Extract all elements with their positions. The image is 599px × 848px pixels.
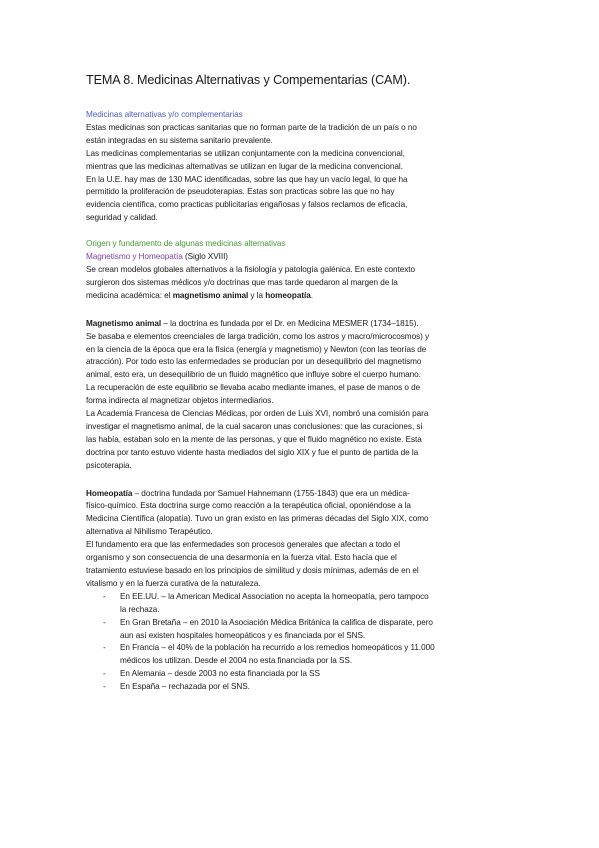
paragraph-line: alternativa al Nihilismo Terapéutico. [86,527,213,537]
dash-marker: - [103,617,106,627]
paragraph-line: permitido la proliferación de pseudoterapias. Estas son practicas sobre las que no hay [86,187,395,197]
paragraph-line: La recuperación de este equilibrio se llevaba acabo mediante imanes, el pase de manos o de [86,383,421,393]
section-heading-origin: Origen y fundamento de algunas medicinas alternativas [86,239,286,249]
section-heading-cam: Medicinas alternativas y/o complementarias [86,110,243,119]
paragraph-line: Medicina Científica (alopatía). Tuvo un gran existo en las primeras décadas del Siglo XIX, como [86,514,429,524]
paragraph-line: La Academia Francesa de Ciencias Médicas, por orden de Luis XVI, nombró una comisión para [86,409,429,419]
list-item [86,591,518,617]
paragraph-line: psicoterapia. [86,460,132,470]
text-run: . [310,290,313,300]
dash-marker: - [103,643,106,653]
subheading-magnetism-homeopathy [86,251,518,264]
dash-marker: - [103,591,106,601]
bold-term: homeopatía [265,290,311,300]
paragraph-line: atracción). Por todo esto las enfermedades se producían por un desequilibrio del magnetismo [86,357,422,367]
text-run: – la doctrina es fundada por el Dr. en Medicina MESMER (1734–1815). [161,318,419,328]
section-magnetism [86,318,518,473]
bold-term: magnetismo animal [172,290,249,300]
paragraph-line: Se crean modelos globales alternativos a la fisiología y patología galénica. En este contexto [86,264,415,274]
section-homeopathy [86,488,518,695]
paragraph-line: están integradas en su sistema sanitario prevalente. [86,135,273,145]
paragraph-line: vitalismo y en la fuerza curativa de la naturaleza. [86,578,261,588]
list-item-line: médicos los utilizan. Desde el 2004 no esta financiada por la SS. [120,656,353,666]
subheading-text: Magnetismo y Homeopatía [86,252,183,262]
list-item-line: aun así existen hospitales homeopáticos y es financiada por el SNS. [120,630,366,640]
list-item-line: En Gran Bretaña – en 2010 la Asociación Médica Británica la califica de disparate, pero [120,617,433,627]
paragraph-line: forma indirecta al magnetizar objetos intermediarios. [86,396,274,406]
paragraph-line: El fundamento era que las enfermedades son procesos generales que afectan a todo el [86,540,401,550]
paragraph-line: las había, estaban solo en la mente de las personas, y que el fluido magnético no existe. Esta [86,434,422,444]
text-run: y la [248,290,266,300]
paragraph-line: investigar el magnetismo animal, de la cual sacaron unas conclusiones: que las curaciones, si [86,421,423,431]
page-title: TEMA 8. Medicinas Alternativas y Compementarias (CAM). [86,73,411,87]
list-item-line: En Alemania – desde 2003 no esta financiada por la SS [120,669,320,679]
paragraph-line: Se basaba e elementos creenciales de larga tradición, como los astros y macro/microcosmos) y [86,331,430,341]
bold-term: Magnetismo animal [86,318,162,328]
dash-marker: - [103,682,106,692]
section-cam [86,109,518,225]
country-list [86,591,518,694]
paragraph-line: en la ciencia de la época que era la física (energía y magnetismo) y Newton (con las teorías de [86,344,427,354]
list-item [86,642,518,668]
paragraph-line: Estas medicinas son practicas sanitarias que no forman parte de la tradición de un país o no [86,122,417,132]
paragraph-line: mientras que las medicinas alternativas se utilizan en lugar de la medicina convencional. [86,161,403,171]
dash-marker: - [103,669,106,679]
paragraph-line [86,318,518,331]
subheading-century: (Siglo XVIII) [184,252,228,262]
paragraph-line: organismo y son consecuencia de una desarmonía en la fuerza vital. Esto hacía que el [86,553,397,563]
paragraph-line: animal, esto era, un desequilibrio de un fluido magnético que influye sobre el cuerpo humano. [86,370,421,380]
list-item-line: En Francia – el 40% de la población ha recurrido a los remedios homeopáticos y 11.000 [120,643,435,653]
paragraph-line: seguridad y calidad. [86,213,158,223]
bold-term: Homeopatía [86,488,133,498]
list-item-line: En EE.UU. – la American Medical Association no acepta la homeopatía, pero tampoco [120,591,429,601]
text-run: medicina académica: el [86,290,173,300]
document-content [86,72,518,694]
paragraph-line: En la U.E. hay mas de 130 MAC identificadas, sobre las que hay un vacío legal, lo que ha [86,174,408,184]
text-run: – doctrina fundada por Samuel Hahnemann (1755-1843) que era un médica- [132,488,410,498]
paragraph-line: surgieron dos sistemas médicos y/o doctrinas que mas tarde quedaron al margen de la [86,277,398,287]
list-item-line: En España – rechazada por el SNS. [120,682,250,692]
paragraph-line: físico-químico. Esta doctrina surge como reacción a la terapéutica oficial, oponiéndose a la [86,501,411,511]
paragraph-line [86,290,518,303]
list-item [86,617,518,643]
list-item [86,681,518,694]
list-item-line: la rechaza. [120,604,160,614]
paragraph-line: evidencia científica, como practicas publicitarias engañosas y falsos reclamos de eficacia, [86,200,408,210]
list-item [86,668,518,681]
paragraph-line: tratamiento estuviese basado en los principios de similitud y dosis mínimas, además de en el [86,566,419,575]
section-origin [86,238,518,303]
paragraph-line [86,488,518,501]
paragraph-line: Las medicinas complementarias se utilizan conjuntamente con la medicina convencional, [86,148,405,158]
paragraph-line: doctrina por tanto estuvo vidente hasta mediados del siglo XIX y fue el punto de partida de la [86,447,419,457]
